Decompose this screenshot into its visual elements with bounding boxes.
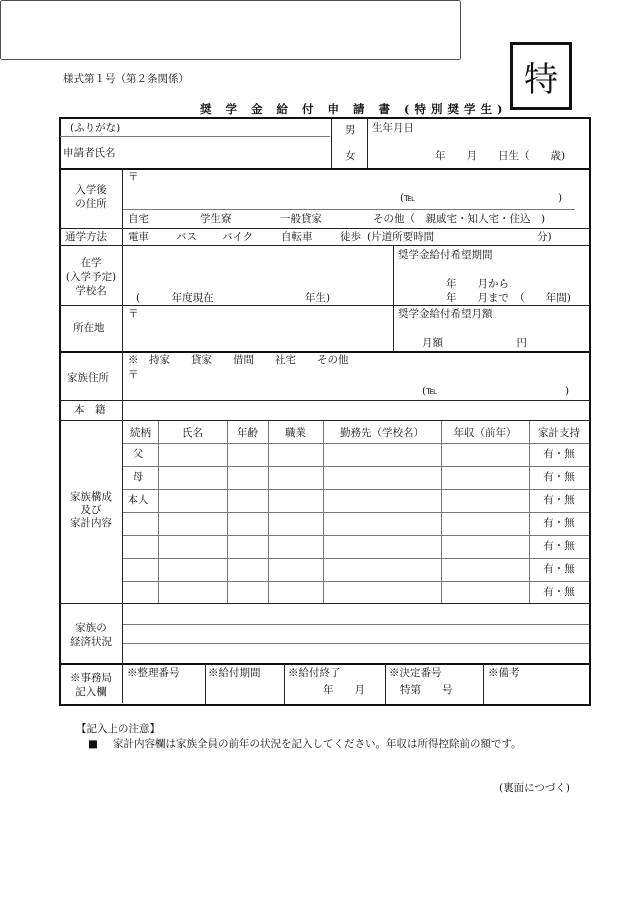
family-row: 本人 [127, 494, 149, 506]
notes-bullet: ■ [88, 738, 98, 750]
residence-label: 家族住所 [67, 372, 109, 384]
school-grade: 年生) [305, 292, 331, 304]
birth-label: 生年月日 [372, 122, 414, 134]
male-option[interactable]: 男 [345, 124, 356, 136]
period-to: 年 月まで （ 年間) [446, 292, 571, 304]
special-stamp: 特 [510, 42, 572, 110]
address-label: 入学後 の住所 [75, 184, 107, 210]
office-kettei: ※決定番号 [389, 667, 442, 679]
office-seiri: ※整理番号 [127, 667, 180, 679]
form-number: 様式第１号（第２条関係） [63, 73, 189, 85]
housing-kashiya[interactable]: 一般貸家 [280, 213, 322, 225]
header-age: 年齢 [237, 427, 258, 439]
office-biko: ※備考 [488, 667, 520, 679]
office-end: ※給付終了 [288, 667, 341, 679]
support-choice[interactable]: 有・無 [543, 540, 575, 552]
support-choice[interactable]: 有・無 [543, 586, 575, 598]
school-year: ( 年度現在 [136, 292, 214, 304]
commute-bus[interactable]: バス [176, 231, 197, 243]
header-support: 家計支持 [538, 427, 580, 439]
commute-bike[interactable]: バイク [222, 231, 254, 243]
address-tel: (℡ [400, 192, 416, 204]
residence-kinds[interactable]: ※ 持家 貸家 借間 社宅 その他 [128, 354, 349, 366]
period-from: 年 月から [446, 278, 509, 290]
header-name: 氏名 [182, 427, 203, 439]
continued-note: (裏面につづく) [499, 782, 570, 794]
notes-text: 家計内容欄は家族全員の前年の状況を記入してください。年収は所得控除前の額です。 [113, 738, 522, 750]
family-row: 父 [132, 448, 144, 460]
form-title: 奨 学 金 給 付 申 請 書 (特別奨学生) [200, 102, 508, 116]
school-label: 在学 (入学予定) 学校名 [65, 257, 117, 297]
female-option[interactable]: 女 [345, 150, 356, 162]
commute-time-label: (片道所要時間 [367, 231, 435, 243]
office-label: ※事務局 記入欄 [70, 672, 112, 698]
support-choice[interactable]: 有・無 [543, 448, 575, 460]
residence-postal: 〒 [128, 369, 139, 381]
commute-label: 通学方法 [65, 231, 107, 243]
residence-address-input[interactable] [140, 370, 580, 384]
header-income: 年収（前年） [453, 427, 517, 439]
header-occupation: 職業 [285, 427, 306, 439]
birth-date-line: 年 月 日生（ 歳) [435, 150, 566, 162]
commute-train[interactable]: 電車 [128, 231, 149, 243]
amount-label: 奨学金給付希望月額 [398, 308, 493, 320]
notes-heading: 【記入上の注意】 [76, 723, 160, 735]
support-choice[interactable]: 有・無 [543, 471, 575, 483]
header-workplace: 勤務先（学校名） [340, 427, 424, 439]
housing-jitaku[interactable]: 自宅 [128, 213, 149, 225]
office-end-ym: 年 月 [323, 684, 365, 696]
housing-ryo[interactable]: 学生寮 [200, 213, 232, 225]
support-choice[interactable]: 有・無 [543, 494, 575, 506]
commute-walk[interactable]: 徒歩 [340, 231, 361, 243]
family-row: 母 [132, 471, 144, 483]
header-relation: 続柄 [130, 427, 151, 439]
furigana-label: (ふりがな) [70, 122, 121, 134]
residence-tel: (℡ [422, 385, 438, 397]
residence-tel-close: ) [565, 385, 570, 397]
address-postal: 〒 [128, 171, 139, 183]
economy-input[interactable] [0, 0, 461, 60]
housing-other[interactable]: その他（ 親戚宅・知人宅・住込 ) [373, 213, 546, 225]
address-tel-close: ) [558, 192, 563, 204]
amount-line: 月額 円 [422, 337, 527, 349]
school-location-postal: 〒 [128, 308, 139, 320]
economy-label: 家族の 経済状況 [70, 622, 112, 648]
address-input[interactable] [140, 172, 580, 190]
commute-minutes: 分) [537, 231, 552, 243]
honseki-input[interactable] [128, 403, 583, 419]
office-kikan: ※給付期間 [208, 667, 261, 679]
commute-bicycle[interactable]: 自転車 [281, 231, 313, 243]
family-label: 家族構成 及び 家計内容 [70, 491, 112, 529]
school-location-input[interactable] [140, 309, 388, 347]
school-name-input[interactable] [128, 255, 388, 285]
applicant-name-input[interactable] [130, 140, 325, 164]
support-choice[interactable]: 有・無 [543, 517, 575, 529]
period-label: 奨学金給付希望期間 [398, 249, 493, 261]
office-kettei-no: 特第 号 [400, 684, 453, 696]
support-choice[interactable]: 有・無 [543, 563, 575, 575]
applicant-name-label: 申請者氏名 [63, 147, 116, 159]
school-location-label: 所在地 [73, 322, 105, 334]
honseki-label: 本 籍 [74, 404, 106, 416]
